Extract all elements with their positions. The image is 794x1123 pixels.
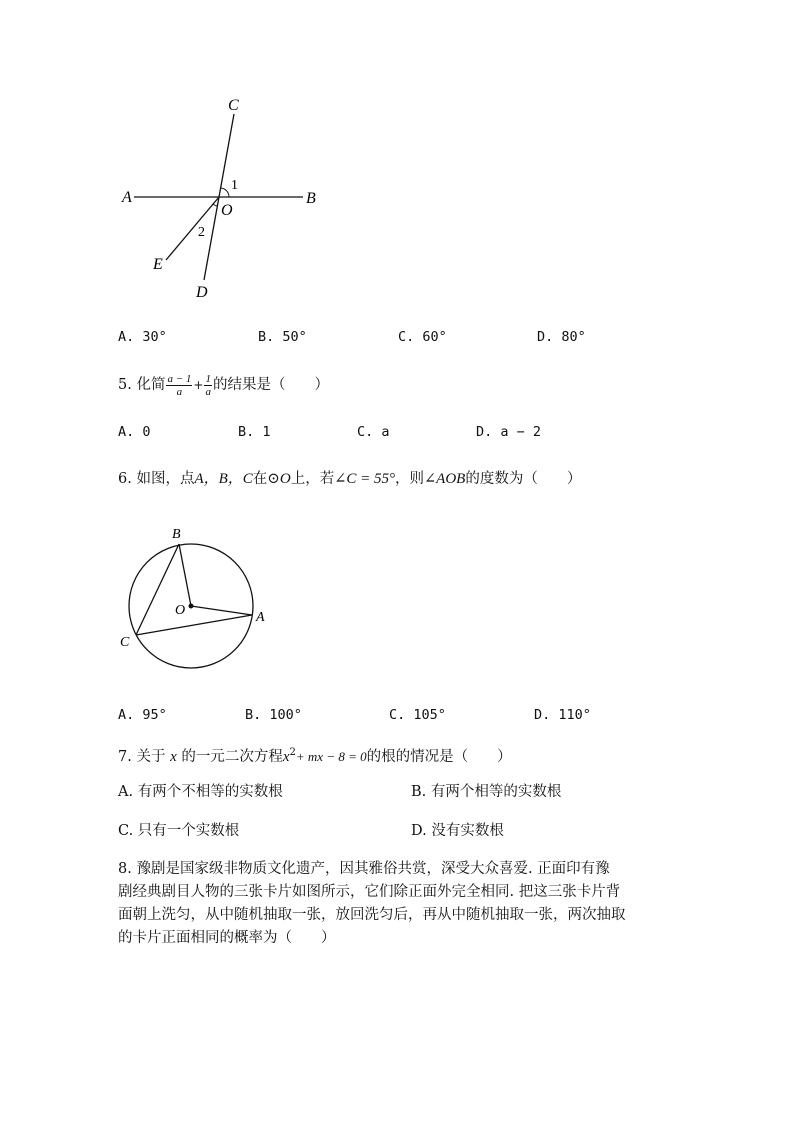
- label-o: O: [221, 202, 233, 219]
- q4-option-a[interactable]: A. 30°: [118, 329, 167, 345]
- label-o2: O: [175, 603, 186, 618]
- q4-option-c[interactable]: C. 60°: [398, 329, 447, 345]
- q6-points: A，B，C: [194, 471, 253, 487]
- angle-1-arc: [221, 188, 229, 197]
- question-8: [118, 858, 678, 950]
- q7-text-a: 7. 关于: [118, 748, 166, 765]
- ray-oe: [166, 197, 219, 260]
- segment-cb: [136, 544, 179, 635]
- q5-frac1-den: a: [176, 385, 183, 398]
- segment-oa: [191, 606, 252, 615]
- q6-text-a: 6. 如图，点: [118, 471, 195, 487]
- q7-eq-rest: + mx − 8 = 0: [295, 748, 367, 764]
- q5-option-c[interactable]: C. a: [357, 424, 390, 440]
- angle-2-arc: [213, 204, 217, 206]
- question-7: [118, 743, 512, 767]
- q6-text-e: 的度数为（ ）: [465, 471, 582, 487]
- label-e: E: [153, 256, 163, 273]
- label-a: A: [122, 189, 132, 206]
- q7-option-d[interactable]: D. 没有实数根: [411, 823, 504, 839]
- q5-option-a[interactable]: A. 0: [118, 424, 151, 440]
- label-angle-1: 1: [231, 178, 238, 193]
- label-b: B: [306, 190, 316, 207]
- label-b2: B: [172, 527, 181, 542]
- q5-frac2-den: a: [205, 385, 211, 398]
- label-a2: A: [256, 610, 265, 625]
- q8-line-2: 剧经典剧目人物的三张卡片如图所示，它们除正面外完全相同. 把这三张卡片背: [118, 884, 621, 900]
- label-c: C: [228, 97, 239, 114]
- q6-angle-expr: C = 55°: [346, 471, 396, 487]
- q4-option-d[interactable]: D. 80°: [537, 329, 586, 345]
- q6-option-b[interactable]: B. 100°: [245, 707, 302, 723]
- q6-text-c: 上，若∠: [290, 471, 347, 487]
- q5-prefix: 5. 化简: [118, 377, 166, 393]
- q6-circle-name: O: [279, 471, 291, 487]
- q7-var: x: [170, 748, 177, 765]
- label-d: D: [196, 284, 208, 301]
- q7-eq-x: x: [282, 748, 290, 765]
- q7-option-c[interactable]: C. 只有一个实数根: [118, 823, 240, 839]
- segment-ob: [179, 544, 191, 606]
- q5-frac1-num: a − 1: [167, 372, 192, 385]
- q5-option-b[interactable]: B. 1: [238, 424, 271, 440]
- segment-ca: [136, 615, 252, 635]
- label-angle-2: 2: [198, 225, 205, 240]
- q8-line-4: 的卡片正面相同的概率为（ ）: [118, 930, 336, 946]
- question-6: [118, 468, 581, 489]
- q5-fraction-1: [166, 373, 192, 398]
- q5-plus: +: [193, 378, 204, 392]
- q6-angle-name: AOB: [436, 471, 466, 487]
- q5-frac2-num: 1: [205, 372, 211, 385]
- question-5: [118, 370, 329, 400]
- q6-option-d[interactable]: D. 110°: [534, 707, 591, 723]
- q6-text-b: 在: [252, 471, 268, 487]
- q7-eq-exp: 2: [289, 747, 296, 758]
- q6-option-a[interactable]: A. 95°: [118, 707, 167, 723]
- q5-option-d[interactable]: D. a − 2: [476, 424, 542, 440]
- q8-line-1: 8. 豫剧是国家级非物质文化遗产，因其雅俗共赏，深受大众喜爱. 正面印有豫: [118, 861, 610, 877]
- q6-option-c[interactable]: C. 105°: [389, 707, 446, 723]
- figure-circle: [112, 520, 282, 680]
- center-point: [189, 604, 194, 609]
- circle-dot-icon: ⊙: [267, 469, 280, 487]
- q7-text-b: 的一元二次方程: [181, 748, 283, 765]
- q7-text-c: 的根的情况是（ ）: [366, 748, 512, 765]
- q5-suffix: 的结果是（ ）: [212, 377, 329, 393]
- q8-line-3: 面朝上洗匀，从中随机抽取一张，放回洗匀后，再从中随机抽取一张，两次抽取: [118, 907, 626, 923]
- q7-option-a[interactable]: A. 有两个不相等的实数根: [118, 784, 283, 800]
- q5-fraction-2: [204, 373, 212, 398]
- q4-option-b[interactable]: B. 50°: [258, 329, 307, 345]
- figure-intersecting-lines: [110, 90, 340, 305]
- q7-option-b[interactable]: B. 有两个相等的实数根: [411, 784, 562, 800]
- label-c2: C: [120, 635, 130, 650]
- q6-text-d: ，则∠: [395, 471, 437, 487]
